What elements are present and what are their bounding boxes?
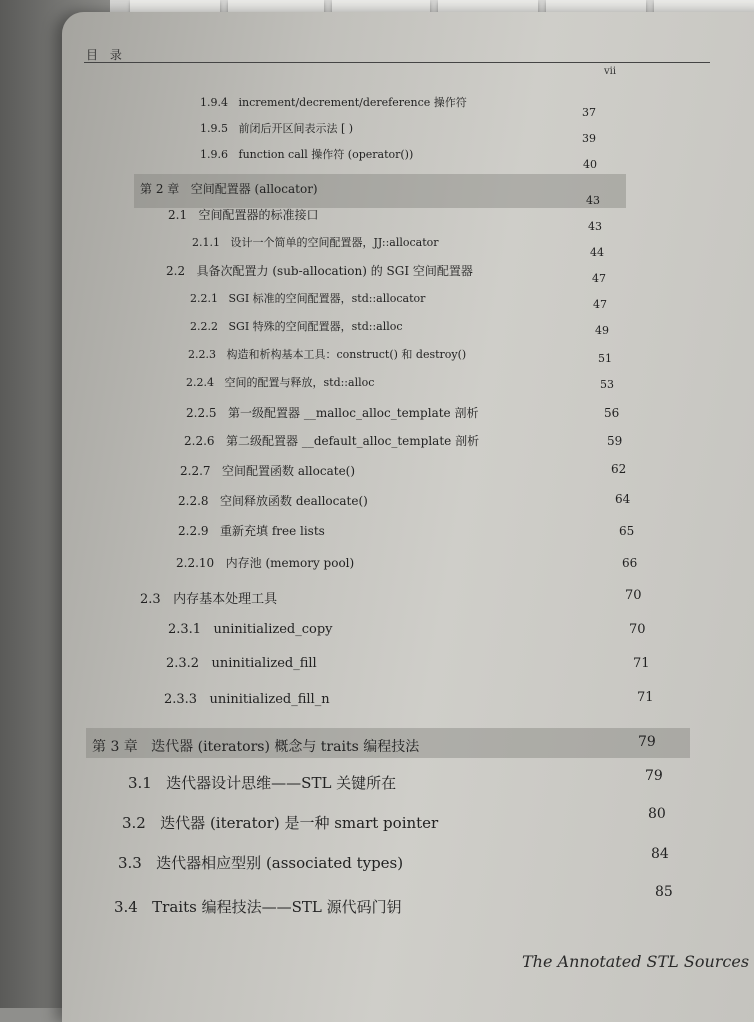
entry-title: uninitialized_fill (211, 656, 317, 671)
entry-number: 3.2 (122, 814, 146, 832)
header-rule (84, 62, 710, 63)
entry-page: 53 (600, 378, 614, 391)
entry-title: function call 操作符 (operator()) (238, 148, 414, 161)
entry-number: 2.2.7 (180, 464, 211, 478)
entry-number: 第 3 章 (92, 739, 138, 755)
toc-entry (178, 492, 368, 509)
entry-number: 2.1.1 (192, 236, 220, 249)
entry-title: 前闭后开区间表示法 [ ) (238, 122, 354, 135)
entry-number: 2.2.2 (190, 320, 218, 333)
entry-title: 空间配置器的标准接口 (198, 208, 319, 222)
entry-number: 2.2.3 (188, 348, 216, 361)
toc-chapter-entry (140, 180, 318, 197)
entry-title: 空间的配置与释放，std::alloc (224, 376, 375, 389)
entry-number: 1.9.4 (200, 96, 228, 109)
toc-entry (184, 432, 479, 449)
toc-entry (186, 404, 478, 421)
entry-title: uninitialized_copy (213, 622, 333, 637)
entry-page: 43 (586, 194, 600, 207)
page-number-roman: vii (604, 66, 617, 77)
page-footer-book-title: The Annotated STL Sources (522, 952, 750, 971)
entry-number: 2.2.6 (184, 434, 215, 448)
entry-page: 66 (622, 556, 638, 570)
entry-number: 2.3.2 (166, 656, 200, 671)
entry-number: 2.2.8 (178, 494, 209, 508)
entry-page: 62 (611, 462, 627, 476)
entry-page: 80 (648, 806, 666, 822)
entry-page: 79 (638, 734, 656, 750)
toc-entry (192, 234, 439, 250)
entry-number: 2.3 (140, 592, 161, 607)
entry-page: 39 (582, 132, 596, 145)
toc-chapter-entry (92, 736, 419, 756)
entry-page: 43 (588, 220, 602, 233)
toc-entry (200, 94, 467, 110)
entry-number: 1.9.5 (200, 122, 228, 135)
entry-page: 64 (615, 492, 631, 506)
toc-entry (180, 462, 355, 479)
entry-title: 内存池 (memory pool) (225, 556, 355, 570)
toc-entry (164, 692, 330, 707)
entry-number: 2.2.4 (186, 376, 214, 389)
toc-entry (200, 146, 413, 162)
entry-title: SGI 特殊的空间配置器，std::alloc (228, 320, 403, 333)
entry-page: 56 (604, 406, 620, 420)
page-header-toc: 目 录 (86, 48, 126, 62)
entry-title: 内存基本处理工具 (173, 592, 278, 607)
toc-entry (200, 120, 353, 136)
entry-page: 84 (651, 846, 669, 862)
entry-number: 第 2 章 (140, 182, 180, 196)
toc-entry (166, 656, 317, 671)
entry-title: 构造和析构基本工具：construct() 和 destroy() (226, 348, 467, 361)
entry-title: 迭代器 (iterators) 概念与 traits 编程技法 (151, 739, 420, 755)
entry-number: 3.4 (114, 898, 138, 916)
entry-number: 2.2.1 (190, 292, 218, 305)
entry-number: 1.9.6 (200, 148, 228, 161)
entry-number: 2.3.1 (168, 622, 202, 637)
entry-page: 70 (629, 622, 646, 637)
entry-title: 具备次配置力 (sub-allocation) 的 SGI 空间配置器 (196, 264, 473, 278)
toc-entry (190, 290, 425, 306)
toc-entry (168, 622, 333, 637)
entry-page: 79 (645, 768, 663, 784)
entry-title: Traits 编程技法——STL 源代码门钥 (152, 898, 402, 916)
entry-number: 2.2.10 (176, 556, 215, 570)
entry-title: 设计一个简单的空间配置器，JJ::allocator (230, 236, 439, 249)
entry-title: uninitialized_fill_n (209, 692, 330, 707)
entry-title: 迭代器相应型别 (associated types) (156, 854, 404, 872)
toc-entry (140, 588, 277, 607)
entry-page: 40 (583, 158, 597, 171)
toc-entry (122, 812, 438, 833)
entry-page: 59 (607, 434, 623, 448)
entry-number: 2.1 (168, 208, 188, 222)
toc-entry (176, 554, 354, 571)
entry-page: 71 (633, 656, 650, 671)
entry-number: 2.2.5 (186, 406, 217, 420)
toc-entry (118, 852, 403, 873)
toc-entry (166, 262, 473, 279)
entry-page: 44 (590, 246, 604, 259)
toc-entry (114, 896, 402, 917)
entry-page: 71 (637, 690, 654, 705)
entry-page: 37 (582, 106, 596, 119)
toc-entry (190, 318, 403, 334)
entry-title: 第一级配置器 __malloc_alloc_template 剖析 (228, 406, 479, 420)
entry-page: 51 (598, 352, 612, 365)
entry-page: 49 (595, 324, 609, 337)
toc-entry (178, 522, 325, 539)
entry-page: 70 (625, 588, 642, 603)
entry-title: 重新充填 free lists (220, 524, 325, 538)
entry-title: SGI 标准的空间配置器，std::allocator (228, 292, 426, 305)
entry-title: 空间配置函数 allocate() (222, 464, 356, 478)
entry-number: 2.2 (166, 264, 186, 278)
entry-number: 3.3 (118, 854, 142, 872)
toc-entry (128, 772, 396, 793)
entry-title: 空间配置器 (allocator) (190, 182, 318, 196)
entry-number: 3.1 (128, 774, 152, 792)
entry-title: 空间释放函数 deallocate() (220, 494, 368, 508)
entry-title: 第二级配置器 __default_alloc_template 剖析 (226, 434, 480, 448)
entry-title: 迭代器设计思维——STL 关键所在 (166, 774, 397, 792)
toc-entry (188, 346, 466, 362)
entry-page: 65 (619, 524, 635, 538)
entry-page: 47 (592, 272, 606, 285)
toc-entry (186, 374, 374, 390)
entry-title: 迭代器 (iterator) 是一种 smart pointer (160, 814, 439, 832)
toc-entry (168, 206, 319, 223)
entry-title: increment/decrement/dereference 操作符 (238, 96, 467, 109)
entry-number: 2.3.3 (164, 692, 198, 707)
entry-page: 47 (593, 298, 607, 311)
entry-number: 2.2.9 (178, 524, 209, 538)
entry-page: 85 (655, 884, 673, 900)
